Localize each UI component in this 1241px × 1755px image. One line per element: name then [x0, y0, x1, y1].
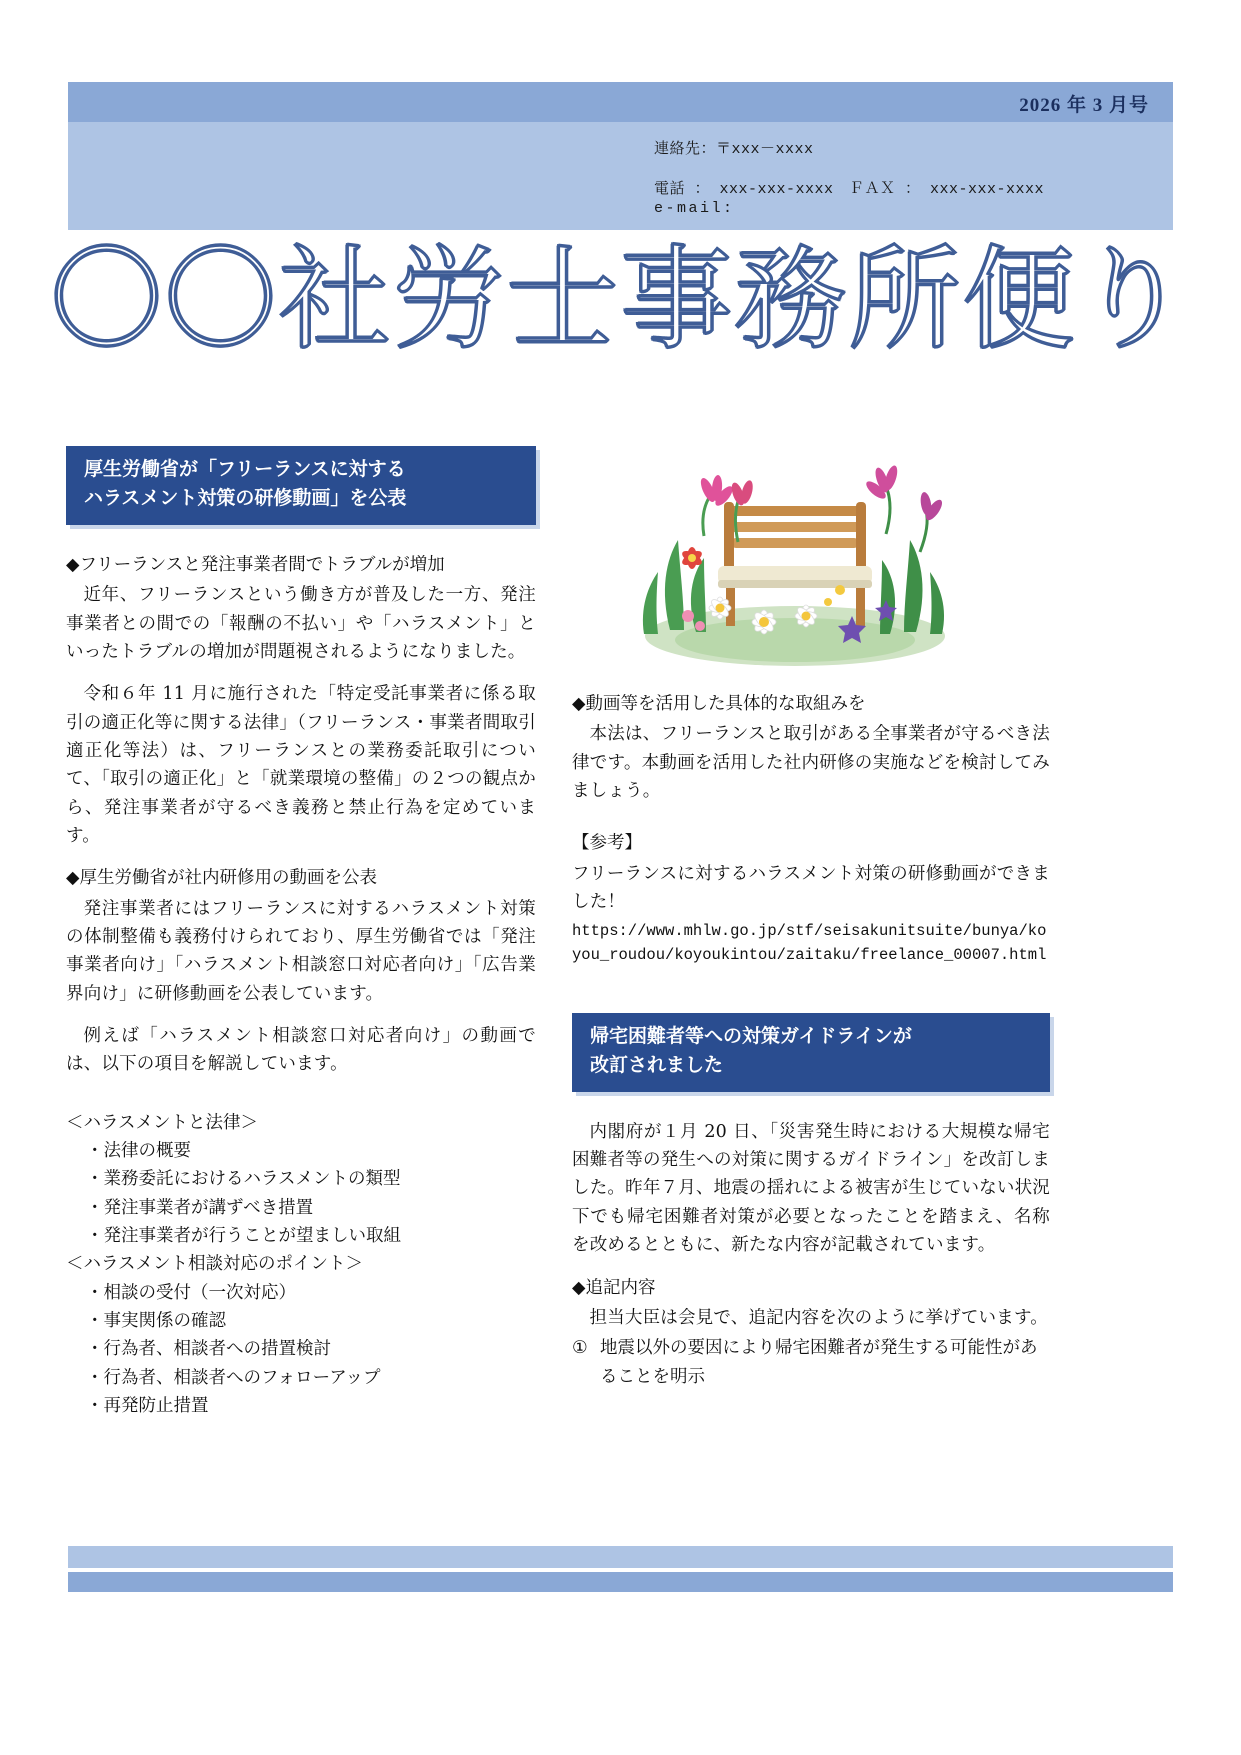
list-item: ・相談の受付（一次対応） — [86, 1282, 296, 1303]
contact-address: 連絡先：〒xxx－xxxx — [654, 141, 814, 158]
header-top-band — [68, 82, 1173, 122]
list-item: ・発注事業者が講ずべき措置 — [86, 1197, 314, 1218]
subheading-additional-content: ◆追記内容 — [572, 1277, 656, 1298]
section-gap — [572, 967, 1050, 1013]
left-column — [66, 446, 536, 1421]
list-item: ・法律の概要 — [86, 1141, 191, 1162]
right-column — [572, 690, 1050, 1391]
list-header-harassment-law: ＜ハラスメントと法律＞ — [66, 1112, 258, 1133]
contact-phone-fax: 電話 ： xxx-xxx-xxxx ＦＡＸ ： xxx-xxx-xxxx — [654, 181, 1045, 198]
newsletter-header — [68, 82, 1173, 230]
list-item: ・業務委託におけるハラスメントの類型 — [86, 1169, 401, 1190]
bench-flowers-illustration — [600, 440, 990, 670]
list-consultation-points — [66, 1250, 536, 1420]
section-heading-stranded-commuters — [572, 1013, 1050, 1092]
paragraph-additional-content: 担当大臣は会見で、追記内容を次のように挙げています。 — [589, 1307, 1048, 1328]
numbered-list-item-1 — [572, 1334, 1050, 1391]
paragraph-guideline-revision: 内閣府が１月 20 日、「災害発生時における大規模な帰宅困難者等の発生への対策に関するガイドライン」を改訂しました。昨年７月、地震の揺れによる被害が生じていない状況下でも帰宅困難者対策が必要となったことを踏まえ、名称を改めるとともに、新たな内容が記載されています。 — [572, 1121, 1050, 1256]
list-harassment-and-law — [66, 1109, 536, 1251]
section-heading-stranded-line2: 改訂されました — [590, 1054, 724, 1077]
page-title: 〇〇社労士事務所便り — [50, 235, 1191, 365]
footer-top-band — [68, 1546, 1173, 1568]
list-item: ・事実関係の確認 — [86, 1311, 226, 1332]
section-heading-freelance-line2: ハラスメント対策の研修動画」を公表 — [84, 487, 407, 510]
numbered-list-item-1-number: ① — [572, 1338, 588, 1359]
subheading-training-video: ◆厚生労働省が社内研修用の動画を公表 — [66, 868, 377, 889]
reference-spacer — [572, 819, 1050, 829]
list-item: ・発注事業者が行うことが望ましい取組 — [86, 1226, 401, 1247]
reference-text: フリーランスに対するハラスメント対策の研修動画ができました！ — [572, 863, 1050, 913]
reference-label: 【参考】 — [572, 833, 642, 854]
footer-bottom-band — [68, 1572, 1173, 1592]
section-heading-freelance — [66, 446, 536, 525]
list-spacer — [66, 1093, 536, 1109]
header-contact-band — [68, 122, 1173, 230]
list-header-consultation-points: ＜ハラスメント相談対応のポイント＞ — [66, 1254, 363, 1275]
paragraph-video-topics-intro: 例えば「ハラスメント相談窓口対応者向け」の動画では、以下の項目を解説しています。 — [66, 1026, 536, 1075]
numbered-list-item-1-text: 地震以外の要因により帰宅困難者が発生する可能性があることを明示 — [600, 1338, 1038, 1387]
issue-date: 2026 年 3 月号 — [1019, 95, 1149, 116]
subheading-trouble-increase: ◆フリーランスと発注事業者間でトラブルが増加 — [66, 554, 445, 575]
section-heading-stranded-line1: 帰宅困難者等への対策ガイドラインが — [590, 1024, 912, 1047]
paragraph-trouble-increase: 近年、フリーランスという働き方が普及した一方、発注事業者との間での「報酬の不払い」や「ハラスメント」といったトラブルの増加が問題視されるようになりました。 — [66, 585, 536, 662]
paragraph-training-video: 発注事業者にはフリーランスに対するハラスメント対策の体制整備も義務付けられており、厚生労働省では「発注事業者向け」「ハラスメント相談窓口対応者向け」「広告業界向け」に研修動画を公表しています。 — [66, 898, 536, 1004]
section-heading-freelance-line1: 厚生労働省が「フリーランスに対する — [84, 458, 406, 480]
subheading-concrete-efforts: ◆動画等を活用した具体的な取組みを — [572, 694, 866, 714]
list-item: ・行為者、相談者へのフォローアップ — [86, 1367, 381, 1388]
reference-url[interactable]: https://www.mhlw.go.jp/stf/seisakunitsuite/bunya/koyou_roudou/koyoukintou/zaitaku/freelance_00007.html — [572, 922, 1047, 964]
contact-email: e-mail: — [654, 200, 735, 217]
newsletter-footer — [68, 1546, 1173, 1592]
list-item: ・再発防止措置 — [86, 1396, 209, 1417]
list-item: ・行為者、相談者への措置検討 — [86, 1339, 331, 1360]
paragraph-law-overview: 令和６年 11 月に施行された「特定受託事業者に係る取引の適正化等に関する法律」（フリーランス・事業者間取引適正化等法）は、フリーランスとの業務委託取引について、「取引の適正化」と「就業環境の整備」の２つの観点から、発注事業者が守るべき義務と禁止行為を定めています。 — [66, 684, 536, 846]
paragraph-concrete-efforts: 本法は、フリーランスと取引がある全事業者が守るべき法律です。本動画を活用した社内研修の実施などを検討してみましょう。 — [572, 724, 1050, 802]
